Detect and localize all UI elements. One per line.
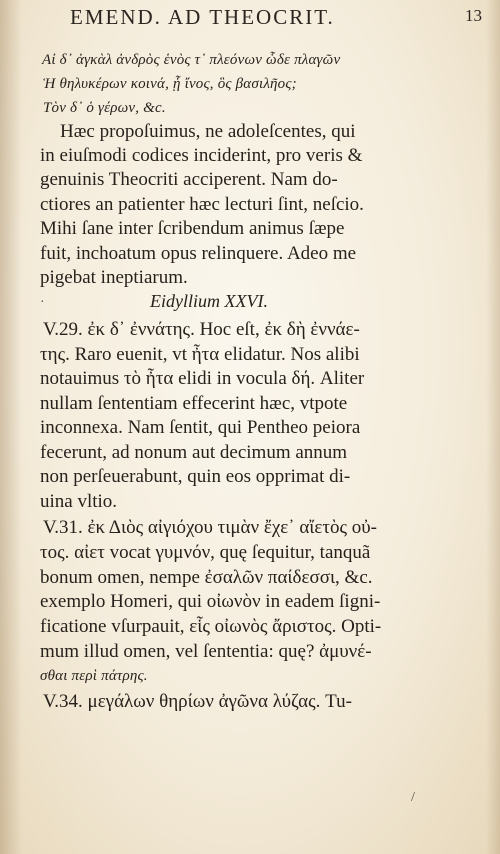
greek-quote-line-3: Τὸν δ᾽ ὁ γέρων, &c.: [43, 100, 166, 116]
greek-quote-line-2: Ἡ θηλυκέρων κοινά, ᾗ ἴνος, ὃς βασιλῆος;: [43, 76, 297, 92]
text-line: notauimus τὸ ἦτα elidi in vocula δή. Aliter: [40, 368, 365, 389]
text-line: fecerunt, ad nonum aut decimum annum: [40, 442, 348, 463]
stain-mark: /: [411, 790, 415, 805]
text-line: nullam ſententiam effecerint hæc, vtpote: [40, 393, 348, 414]
text-line: uina vltio.: [40, 491, 118, 512]
text-line: pigebat ineptiarum.: [40, 267, 188, 288]
text-line: exemplo Homeri, qui οἰωνὸν in eadem ſigni-: [40, 591, 381, 612]
page-number: 13: [465, 6, 482, 25]
text-line: genuinis Theocriti acciperent. Nam do-: [40, 169, 338, 190]
section-heading: Eidyllium XXVI.: [150, 291, 268, 311]
text-line: ficatione vſurpauit, εἷς οἰωνὸς ἄριστος. Opti-: [40, 616, 382, 637]
greek-text-line: σθαι περὶ πάτρης.: [40, 668, 148, 684]
text-line: Mihi ſane inter ſcribendum animus ſæpe: [40, 218, 345, 239]
page-gutter-shadow: [0, 0, 22, 854]
text-line: fuit, inchoatum opus relinquere. Adeo me: [40, 243, 357, 264]
text-line: mum illud omen, vel ſententia: quę? ἀμυνέ-: [40, 641, 372, 662]
verse-note-line: V.34. μεγάλων θηρίων ἀγῶνα λύζας. Tu-: [43, 691, 352, 712]
page-edge-shadow: [486, 0, 500, 854]
text-line: της. Raro euenit, vt ἦτα elidatur. Nos alibi: [40, 344, 360, 365]
text-line: non perſeuerabunt, quin eos opprimat di-: [40, 466, 351, 487]
greek-quote-line-1: Αἰ δ᾽ ἀγκὰλ ἀνδρὸς ἑνὸς τ᾽ πλεόνων ὧδε πλαγῶν: [42, 52, 341, 68]
verse-note-line: V.31. ἐκ Διὸς αἰγιόχου τιμὰν ἔχε᾽ αἴετὸς οὐ-: [43, 517, 378, 538]
running-head: EMEND. AD THEOCRIT.: [70, 5, 335, 29]
text-line: Hæc propoſuimus, ne adoleſcentes, qui: [60, 121, 356, 142]
verse-note-line: V.29. ἐκ δ᾽ ἐννάτης. Hoc eſt, ἐκ δὴ ἐννάε-: [43, 319, 360, 340]
text-line: in eiuſmodi codices inciderint, pro veris &: [40, 145, 363, 166]
text-line: bonum omen, nempe ἐσαλῶν παίδεσσι, &c.: [40, 567, 373, 588]
text-line: ctiores an patienter hæc lecturi ſint, neſcio.: [40, 194, 364, 215]
text-line: τος. αἰετ vocat γυμνόν, quę ſequitur, tanquã: [40, 542, 371, 563]
text-line: inconnexa. Nam ſentit, qui Pentheo peiora: [40, 417, 361, 438]
printed-margin-mark: ·: [40, 295, 45, 310]
